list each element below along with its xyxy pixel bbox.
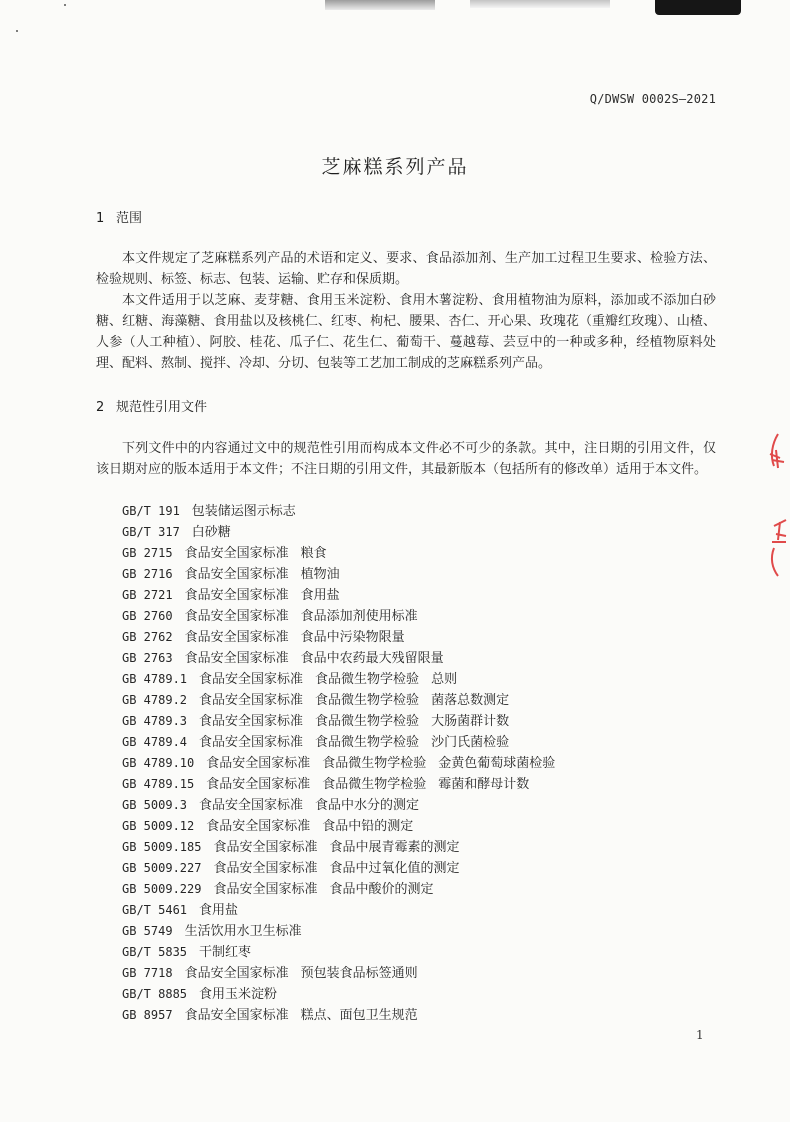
reference-code: GB/T 317 [122, 525, 180, 539]
reference-title-part: 金黄色葡萄球菌检验 [438, 756, 556, 771]
reference-code: GB 4789.10 [122, 756, 195, 770]
reference-title-part: 食品中酸价的测定 [329, 882, 434, 897]
reference-title-part: 糕点、面包卫生规范 [300, 1008, 418, 1023]
scan-edge-artifact [0, 0, 790, 16]
reference-title-part: 预包装食品标签通则 [300, 966, 418, 981]
reference-code: GB/T 5461 [122, 903, 188, 917]
reference-code: GB 5009.185 [122, 840, 202, 854]
reference-item [122, 836, 460, 856]
reference-title-part: 食用盐 [199, 903, 239, 918]
reference-item [122, 773, 529, 793]
reference-item [122, 668, 457, 688]
reference-title-part: 包装储运图示标志 [191, 504, 296, 519]
scan-speck [64, 4, 66, 6]
section-number: 1 [96, 211, 105, 226]
reference-code: GB 4789.4 [122, 735, 188, 749]
reference-title-part: 食品微生物学检验 [315, 693, 420, 708]
reference-item [122, 920, 302, 940]
reference-title-part: 食用玉米淀粉 [199, 987, 278, 1002]
references-intro-paragraph: 下列文件中的内容通过文中的规范性引用而构成本文件必不可少的条款。其中，注日期的引用文件，仅该日期对应的版本适用于本文件；不注日期的引用文件，其最新版本（包括所有的修改单）适用于本文件。 [96, 441, 716, 477]
reference-title-part: 食品安全国家标准 [184, 546, 289, 561]
section-title: 范围 [116, 211, 143, 226]
reference-title-part: 干制红枣 [199, 945, 252, 960]
reference-code: GB 4789.1 [122, 672, 188, 686]
reference-item [122, 941, 251, 961]
reference-item [122, 626, 405, 646]
reference-title-part: 食品微生物学检验 [315, 672, 420, 687]
reference-title-part: 白砂糖 [191, 525, 231, 540]
reference-item [122, 794, 419, 814]
red-seal-stamp [764, 430, 790, 580]
document-title: 芝麻糕系列产品 [321, 156, 469, 178]
reference-code: GB 4789.2 [122, 693, 188, 707]
reference-code: GB 2715 [122, 546, 173, 560]
reference-item [122, 521, 231, 541]
reference-item [122, 710, 509, 730]
reference-title-part: 食品添加剂使用标准 [300, 609, 418, 624]
reference-title-part: 食品安全国家标准 [184, 588, 289, 603]
reference-code: GB 5009.229 [122, 882, 202, 896]
section-heading-scope [96, 207, 142, 226]
reference-title-part: 食品微生物学检验 [322, 777, 427, 792]
reference-title-part: 食品安全国家标准 [206, 819, 311, 834]
reference-title-part: 大肠菌群计数 [431, 714, 510, 729]
reference-title-part: 食品安全国家标准 [184, 567, 289, 582]
reference-title-part: 食品安全国家标准 [199, 693, 304, 708]
reference-item [122, 542, 327, 562]
reference-title-part: 食品中过氧化值的测定 [329, 861, 460, 876]
reference-code: GB 2762 [122, 630, 173, 644]
scan-shadow [470, 0, 610, 8]
reference-item [122, 500, 296, 520]
reference-code: GB 8957 [122, 1008, 173, 1022]
scan-shadow [325, 0, 435, 10]
standard-code: Q/DWSW 0002S—2021 [589, 92, 716, 106]
reference-title-part: 植物油 [300, 567, 340, 582]
reference-title-part: 总则 [431, 672, 458, 687]
reference-code: GB 2716 [122, 567, 173, 581]
reference-title-part: 菌落总数测定 [431, 693, 510, 708]
reference-title-part: 沙门氏菌检验 [431, 735, 510, 750]
scope-paragraph-1: 本文件规定了芝麻糕系列产品的术语和定义、要求、食品添加剂、生产加工过程卫生要求、检验方法、检验规则、标签、标志、包装、运输、贮存和保质期。 [96, 251, 716, 287]
reference-title-part: 食品安全国家标准 [199, 714, 304, 729]
reference-item [122, 962, 418, 982]
reference-item [122, 857, 460, 877]
reference-item [122, 983, 277, 1003]
reference-title-part: 食品微生物学检验 [322, 756, 427, 771]
reference-title-part: 食品安全国家标准 [199, 735, 304, 750]
reference-code: GB 7718 [122, 966, 173, 980]
reference-item [122, 878, 434, 898]
scan-clip-mark [655, 0, 741, 15]
reference-code: GB 5009.12 [122, 819, 195, 833]
reference-code: GB 2760 [122, 609, 173, 623]
reference-code: GB/T 191 [122, 504, 180, 518]
reference-title-part: 食品安全国家标准 [199, 672, 304, 687]
reference-title-part: 食品中污染物限量 [300, 630, 405, 645]
reference-title-part: 食品微生物学检验 [315, 735, 420, 750]
reference-item [122, 752, 555, 772]
reference-code: GB/T 8885 [122, 987, 188, 1001]
reference-code: GB/T 5835 [122, 945, 188, 959]
reference-item [122, 584, 340, 604]
page-number: 1 [696, 1028, 704, 1042]
reference-item [122, 563, 340, 583]
reference-title-part: 粮食 [300, 546, 327, 561]
reference-item [122, 899, 238, 919]
reference-item [122, 731, 509, 751]
reference-title-part: 食品中展青霉素的测定 [329, 840, 460, 855]
reference-title-part: 食品安全国家标准 [184, 1008, 289, 1023]
section-title: 规范性引用文件 [116, 400, 208, 415]
scope-paragraph-2: 本文件适用于以芝麻、麦芽糖、食用玉米淀粉、食用木薯淀粉、食用植物油为原料，添加或不添加白砂糖、红糖、海藻糖、食用盐以及核桃仁、红枣、枸杞、腰果、杏仁、开心果、玫瑰花（重瓣红玫瑰）、山楂、人参（人工种植）、阿胶、桂花、瓜子仁、花生仁、葡萄干、蔓越莓、芸豆中的一种或多种，经植物原料处理、配料、熬制、搅拌、冷却、分切、包装等工艺加工制成的芝麻糕系列产品。 [96, 293, 716, 371]
reference-title-part: 食品安全国家标准 [206, 756, 311, 771]
reference-title-part: 食品安全国家标准 [213, 882, 318, 897]
reference-title-part: 食用盐 [300, 588, 340, 603]
reference-title-part: 食品微生物学检验 [315, 714, 420, 729]
reference-item [122, 815, 413, 835]
section-number: 2 [96, 400, 105, 415]
reference-title-part: 生活饮用水卫生标准 [184, 924, 302, 939]
reference-code: GB 2721 [122, 588, 173, 602]
reference-title-part: 食品中农药最大残留限量 [300, 651, 444, 666]
reference-title-part: 食品安全国家标准 [184, 966, 289, 981]
reference-item [122, 647, 444, 667]
reference-code: GB 5009.227 [122, 861, 202, 875]
reference-title-part: 食品安全国家标准 [184, 609, 289, 624]
reference-title-part: 食品安全国家标准 [199, 798, 304, 813]
reference-code: GB 4789.15 [122, 777, 195, 791]
reference-item [122, 689, 509, 709]
reference-title-part: 食品安全国家标准 [213, 861, 318, 876]
reference-item [122, 1004, 418, 1024]
scan-speck [16, 30, 18, 32]
reference-code: GB 5749 [122, 924, 173, 938]
reference-title-part: 食品中铅的测定 [322, 819, 414, 834]
reference-title-part: 食品安全国家标准 [184, 651, 289, 666]
reference-code: GB 5009.3 [122, 798, 188, 812]
reference-title-part: 食品安全国家标准 [184, 630, 289, 645]
reference-item [122, 605, 418, 625]
reference-code: GB 2763 [122, 651, 173, 665]
section-heading-normative-references [96, 396, 207, 415]
reference-title-part: 食品中水分的测定 [315, 798, 420, 813]
reference-title-part: 食品安全国家标准 [206, 777, 311, 792]
reference-title-part: 霉菌和酵母计数 [438, 777, 530, 792]
reference-code: GB 4789.3 [122, 714, 188, 728]
reference-title-part: 食品安全国家标准 [213, 840, 318, 855]
